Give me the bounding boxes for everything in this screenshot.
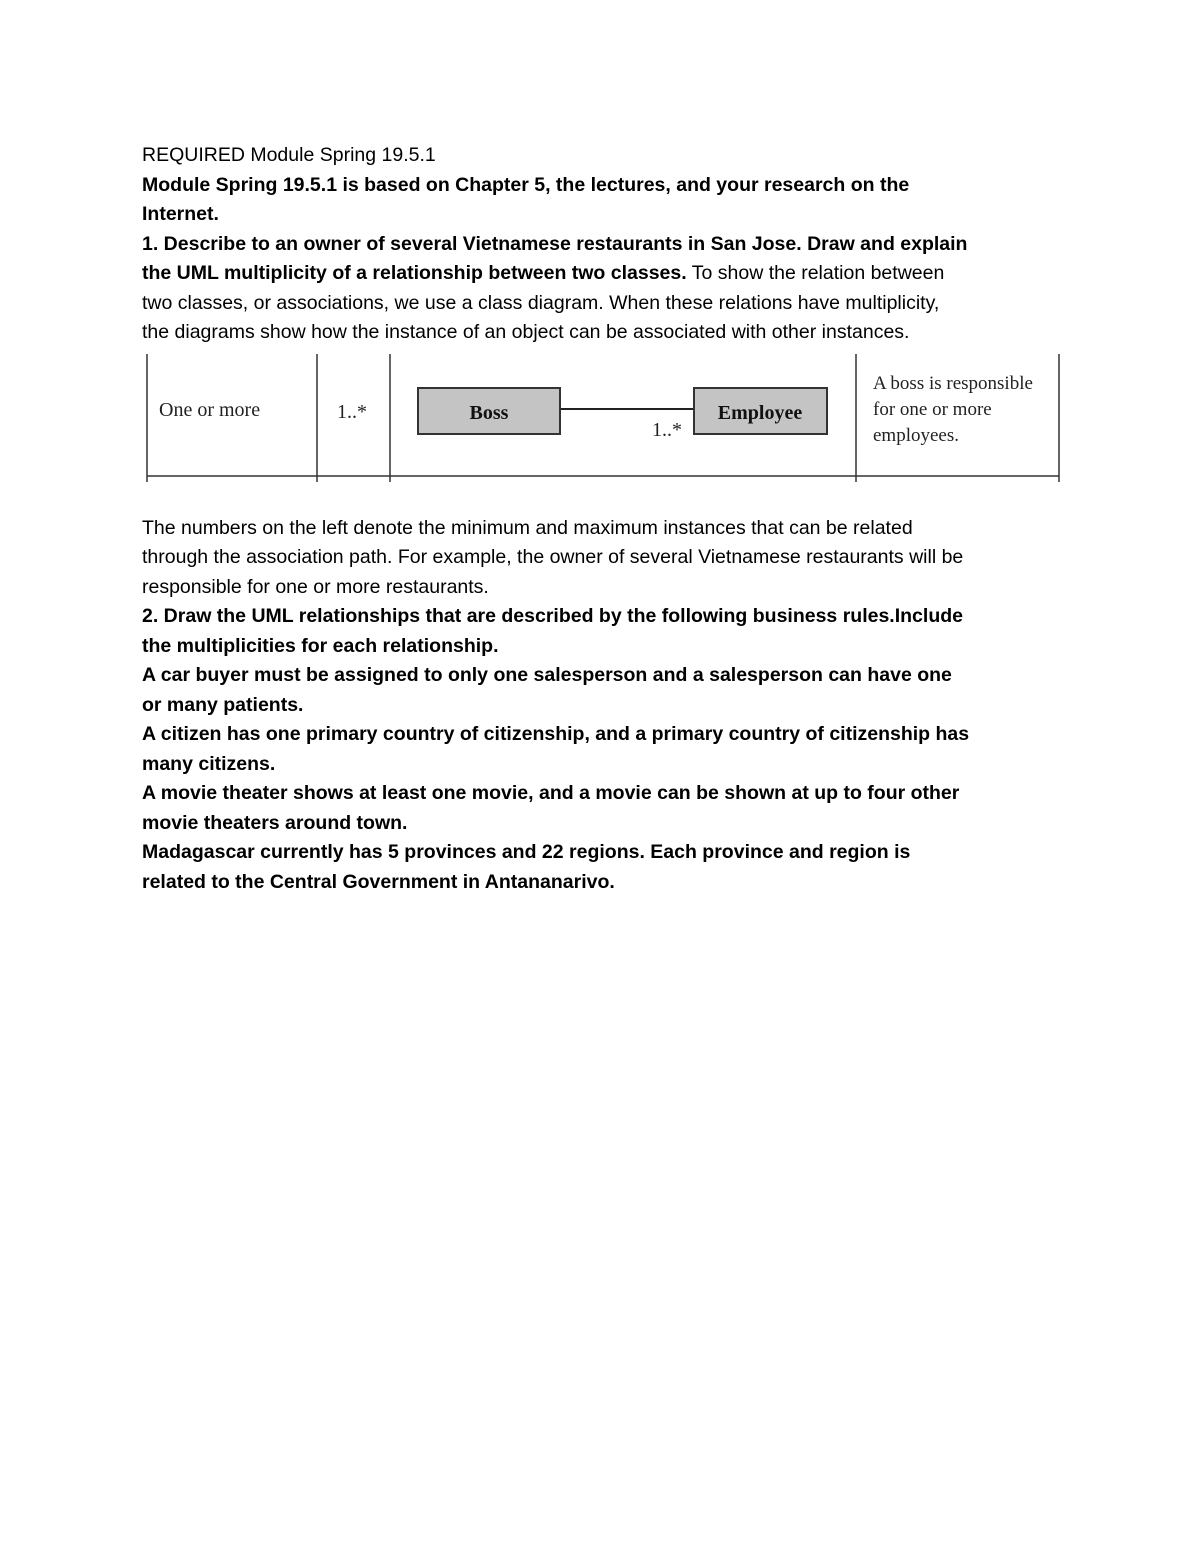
boss-class-label: Boss xyxy=(469,401,509,424)
rule-3-line-1: A movie theater shows at least one movie, and a movie can be shown at up to four other xyxy=(142,782,960,804)
row-label: One or more xyxy=(159,398,261,421)
explanation-line-2: through the association path. For example, the owner of several Vietnamese restaurants will be xyxy=(142,546,964,568)
question-1-line-1: 1. Describe to an owner of several Vietnamese restaurants in San Jose. Draw and explain xyxy=(142,232,968,255)
explanation-line-1: The numbers on the left denote the minimum and maximum instances that can be related xyxy=(142,516,913,539)
row-multiplicity: 1..* xyxy=(337,400,367,423)
question-1-line-2 xyxy=(142,259,1062,289)
rule-4-line-2: related to the Central Government in Antananarivo. xyxy=(142,870,615,893)
rule-4-line-1: Madagascar currently has 5 provinces and 22 regions. Each province and region is xyxy=(142,841,911,863)
question-1-answer-start: To show the relation between xyxy=(686,262,945,284)
question-1-line-4: the diagrams show how the instance of an object can be associated with other instances. xyxy=(142,321,910,343)
rule-3-line-2: movie theaters around town. xyxy=(142,811,408,834)
description-line-2: for one or more xyxy=(873,398,992,420)
explanation-line-3: responsible for one or more restaurants. xyxy=(142,575,489,598)
question-2-line-2: the multiplicities for each relationship. xyxy=(142,634,499,657)
uml-multiplicity-figure xyxy=(142,354,1062,484)
rule-1-line-1: A car buyer must be assigned to only one salesperson and a salesperson can have one xyxy=(142,664,952,686)
question-2-line-1: 2. Draw the UML relationships that are described by the following business rules.Include xyxy=(142,605,963,627)
question-1-bold-part: the UML multiplicity of a relationship between two classes. xyxy=(142,262,687,284)
question-1-line-3: two classes, or associations, we use a class diagram. When these relations have multiplicity, xyxy=(142,291,940,314)
intro-line-2: Internet. xyxy=(142,203,219,225)
rule-2-line-2: many citizens. xyxy=(142,752,276,775)
uml-table-svg xyxy=(142,354,1062,484)
rule-1-line-2: or many patients. xyxy=(142,693,304,716)
description-line-3: employees. xyxy=(873,424,960,446)
association-multiplicity: 1..* xyxy=(652,418,682,441)
employee-class-label: Employee xyxy=(717,401,803,424)
description-line-1: A boss is responsible xyxy=(873,372,1033,394)
document-page xyxy=(142,141,1062,897)
document-heading: REQUIRED Module Spring 19.5.1 xyxy=(142,144,436,166)
intro-line-1: Module Spring 19.5.1 is based on Chapter 5, the lectures, and your research on the xyxy=(142,173,910,196)
rule-2-line-1: A citizen has one primary country of citizenship, and a primary country of citizenship has xyxy=(142,723,970,745)
